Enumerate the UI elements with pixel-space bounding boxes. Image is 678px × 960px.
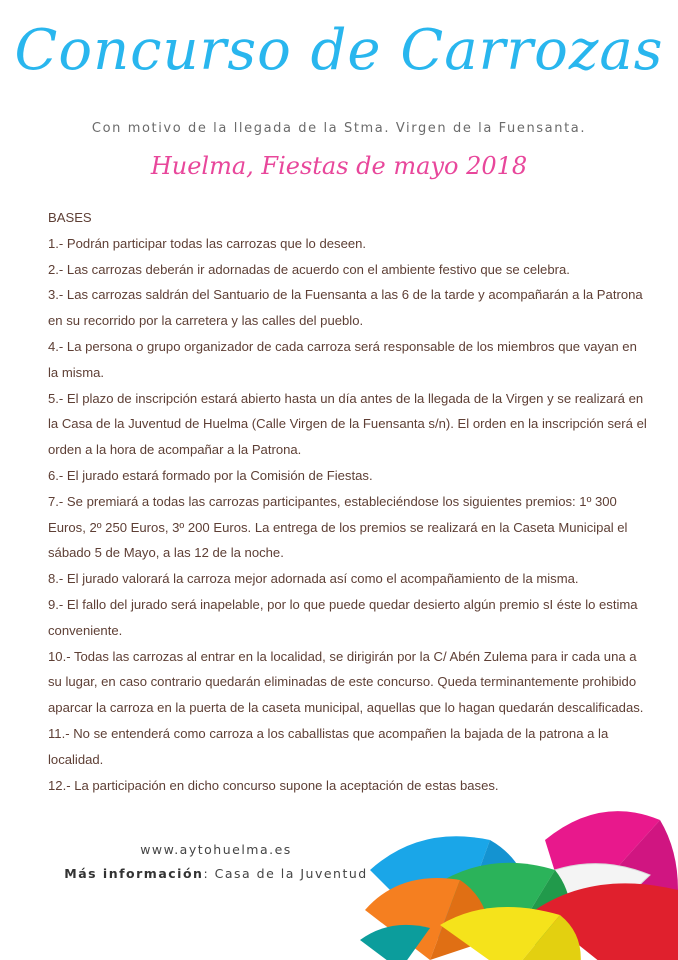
rule-4: 4.- La persona o grupo organizador de cada carroza será responsable de los miembros que vayan en la misma. [48, 338, 637, 380]
poster-title: Concurso de Carrozas [14, 18, 664, 83]
hand-fans-icon [360, 800, 678, 960]
rule-5: 5.- El plazo de inscripción estará abierto hasta un día antes de la llegada de la Virgen y se realizará en la Casa de la Juventud de Huelma (Calle Virgen de la Fuensanta s/n). El orden en la inscripción será el orden a la hora de acompañar a la Patrona. [48, 390, 647, 458]
rule-2: 2.- Las carrozas deberán ir adornadas de acuerdo con el ambiente festivo que se celebra. [48, 261, 570, 277]
bases-heading: BASES [48, 210, 92, 225]
rule-6: 6.- El jurado estará formado por la Comisión de Fiestas. [48, 467, 373, 483]
poster-subtitle: Con motivo de la llegada de la Stma. Virgen de la Fuensanta. [91, 121, 587, 136]
teal-fan [360, 925, 430, 960]
rule-10: 10.- Todas las carrozas al entrar en la localidad, se dirigirán por la C/ Abén Zulema para ir cada una a su lugar, en caso contrario quedarán eliminadas de este concurso. Queda terminantemente prohibido aparcar la carroza en la puerta de la caseta municipal, aquellas que lo hagan quedarán descalificadas. [48, 648, 644, 716]
rule-8: 8.- El jurado valorará la carroza mejor adornada así como el acompañamiento de la misma. [48, 571, 579, 587]
rule-1: 1.- Podrán participar todas las carrozas que lo deseen. [48, 235, 367, 251]
footer [44, 838, 388, 886]
info-value: : Casa de la Juventud [203, 866, 368, 881]
website-link[interactable]: www.aytohuelma.es [140, 842, 292, 857]
rule-3: 3.- Las carrozas saldrán del Santuario de la Fuensanta a las 6 de la tarde y acompañarán a la Patrona en su recorrido por la carretera y las calles del pueblo. [48, 287, 643, 329]
poster-tagline: Huelma, Fiestas de mayo 2018 [150, 152, 528, 180]
rule-7: 7.- Se premiará a todas las carrozas participantes, estableciéndose los siguientes premios: 1º 300 Euros, 2º 250 Euros, 3º 200 Euros. La entrega de los premios se realizará en la Caseta Municipal el sábado 5 de Mayo, a las 12 de la noche. [48, 493, 628, 561]
rule-11: 11.- No se entenderá como carroza a los caballistas que acompañen la bajada de la patrona a la localidad. [48, 725, 609, 767]
rule-12: 12.- La participación en dicho concurso supone la aceptación de estas bases. [48, 777, 499, 793]
info-label: Más información [64, 866, 204, 881]
rule-9: 9.- El fallo del jurado será inapelable, por lo que puede quedar desierto algún premio sI éste lo estima conveniente. [48, 596, 638, 638]
info-line [44, 862, 388, 886]
bases-section [48, 205, 648, 798]
